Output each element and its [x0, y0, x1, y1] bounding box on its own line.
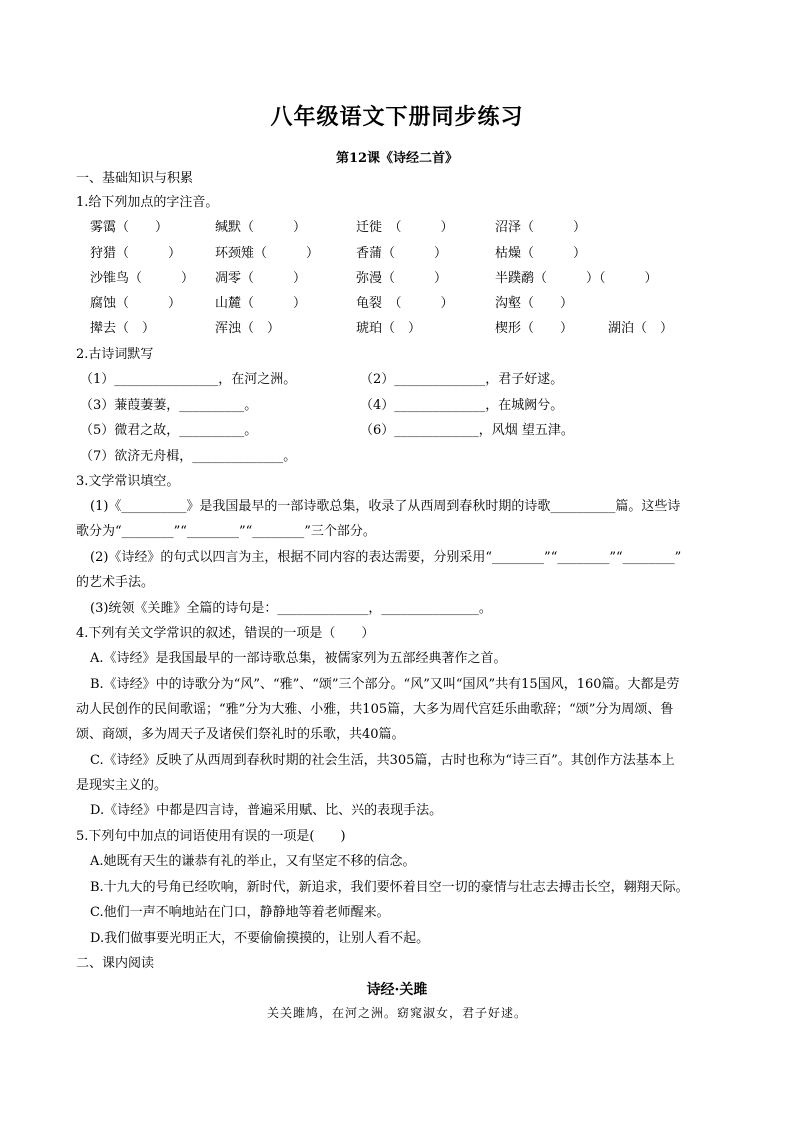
q3-label: 3.文学常识填空。	[76, 474, 180, 489]
pinyin-item: 狩猎（ ）	[90, 246, 182, 261]
pinyin-item: 环颈雉（ ）	[215, 246, 320, 261]
pinyin-item: 龟裂 （ ）	[356, 296, 454, 311]
q4-option-b-line2: 动人民创作的民间歌谣；“雅”分为大雅、小雅，共105篇，大多为周代宫廷乐曲歌辞；“颂”分为周颂、鲁	[76, 702, 674, 717]
q4-option-d: D.《诗经》中都是四言诗，普遍采用赋、比、兴的表现手法。	[90, 803, 443, 818]
q3-part2-line1: (2)《诗经》的句式以四言为主，根据不同内容的表达需要，分别采用“________”“________”“________”	[90, 550, 682, 565]
q5-option-c: C.他们一声不响地站在门口，静静地等着老师醒来。	[90, 905, 390, 920]
pinyin-item: 弥漫（ ）	[356, 271, 448, 286]
poem-line: 关关雎鸠，在河之洲。窈窕淑女，君子好逑。	[266, 1006, 527, 1020]
pinyin-item: 雾霭（ ）	[90, 220, 169, 235]
q4-option-b-line3: 颂、商颂，多为周天子及诸侯们祭礼时的乐歌，共40篇。	[76, 727, 405, 742]
pinyin-item: 枯燥（ ）	[495, 246, 587, 261]
recitation-item: （6）_____________，风烟 望五津。	[360, 423, 574, 438]
pinyin-item: 湖泊（ ）	[608, 321, 674, 336]
recitation-item: （3）蒹葭萋萋，__________。	[80, 398, 258, 413]
page-title: 八年级语文下册同步练习	[270, 104, 524, 130]
section1-heading: 一、基础知识与积累	[76, 171, 194, 186]
recitation-item: （7）欲济无舟楫，______________。	[80, 449, 297, 464]
q4-option-c-line1: C.《诗经》反映了从西周到春秋时期的社会生活，共305篇，古时也称为“诗三百”。其创作方法基本上	[90, 753, 675, 768]
pinyin-item: 山麓（ ）	[215, 296, 307, 311]
q3-part1-line2: 歌分为“________”“________”“________”三个部分。	[76, 524, 376, 539]
pinyin-item: 香蒲（ ）	[356, 246, 448, 261]
pinyin-item: 浑浊（ ）	[215, 321, 281, 336]
q3-part1-line1: (1)《__________》是我国最早的一部诗歌总集，收录了从西周到春秋时期的诗歌__________篇。这些诗	[90, 499, 681, 514]
pinyin-item: 撵去（ ）	[90, 321, 156, 336]
q4-option-a: A.《诗经》是我国最早的一部诗歌总集，被儒家列为五部经典著作之首。	[90, 651, 507, 666]
q2-label: 2.古诗词默写	[76, 347, 154, 362]
pinyin-item: 琥珀（ ）	[356, 321, 422, 336]
q4-label: 4.下列有关文学常识的叙述，错误的一项是（ ）	[76, 626, 375, 641]
pinyin-item: 楔形（ ）	[495, 321, 574, 336]
q5-option-b: B.十九大的号角已经吹响，新时代，新追求，我们要怀着目空一切的豪情与壮志去搏击长空，翱翔天际。	[90, 880, 689, 895]
pinyin-item: 腐蚀（ ）	[90, 296, 182, 311]
pinyin-item: 沼泽（ ）	[495, 220, 587, 235]
recitation-item: （5）微君之故，__________。	[80, 423, 258, 438]
pinyin-item: 迁徙 （ ）	[356, 220, 454, 235]
pinyin-item: 沟壑（ ）	[495, 296, 574, 311]
recitation-item: （2）______________，君子好逑。	[360, 372, 564, 387]
q1-label: 1.给下列加点的字注音。	[76, 195, 219, 210]
recitation-item: （1）________________，在河之洲。	[80, 372, 297, 387]
poem-title: 诗经·关雎	[366, 982, 428, 998]
pinyin-item: 凋零（ ）	[215, 271, 307, 286]
q5-label: 5.下列句中加点的词语使用有误的一项是( )	[76, 829, 346, 844]
q4-option-b-line1: B.《诗经》中的诗歌分为“风”、“雅”、“颂”三个部分。“风”又叫“国风”共有15国风，160篇。大都是劳	[90, 677, 680, 692]
recitation-item: （4）______________，在城阙兮。	[360, 398, 564, 413]
pinyin-item: 沙锥鸟（ ）	[90, 271, 195, 286]
q3-part3: (3)统领《关雎》全篇的诗句是：______________，_______________。	[90, 601, 492, 616]
pinyin-item: 缄默（ ）	[215, 220, 307, 235]
section2-heading: 二、课内阅读	[76, 956, 155, 971]
q3-part2-line2: 的艺术手法。	[76, 575, 155, 590]
lesson-subtitle: 第12课《诗经二首》	[335, 151, 459, 166]
q5-option-a: A.她既有天生的谦恭有礼的举止，又有坚定不移的信念。	[90, 854, 416, 869]
q4-option-c-line2: 是现实主义的。	[76, 778, 168, 793]
q5-option-d: D.我们做事要光明正大，不要偷偷摸摸的，让别人看不起。	[90, 931, 430, 946]
pinyin-item: 半蹼鹬（ ）（ ）	[495, 271, 658, 286]
